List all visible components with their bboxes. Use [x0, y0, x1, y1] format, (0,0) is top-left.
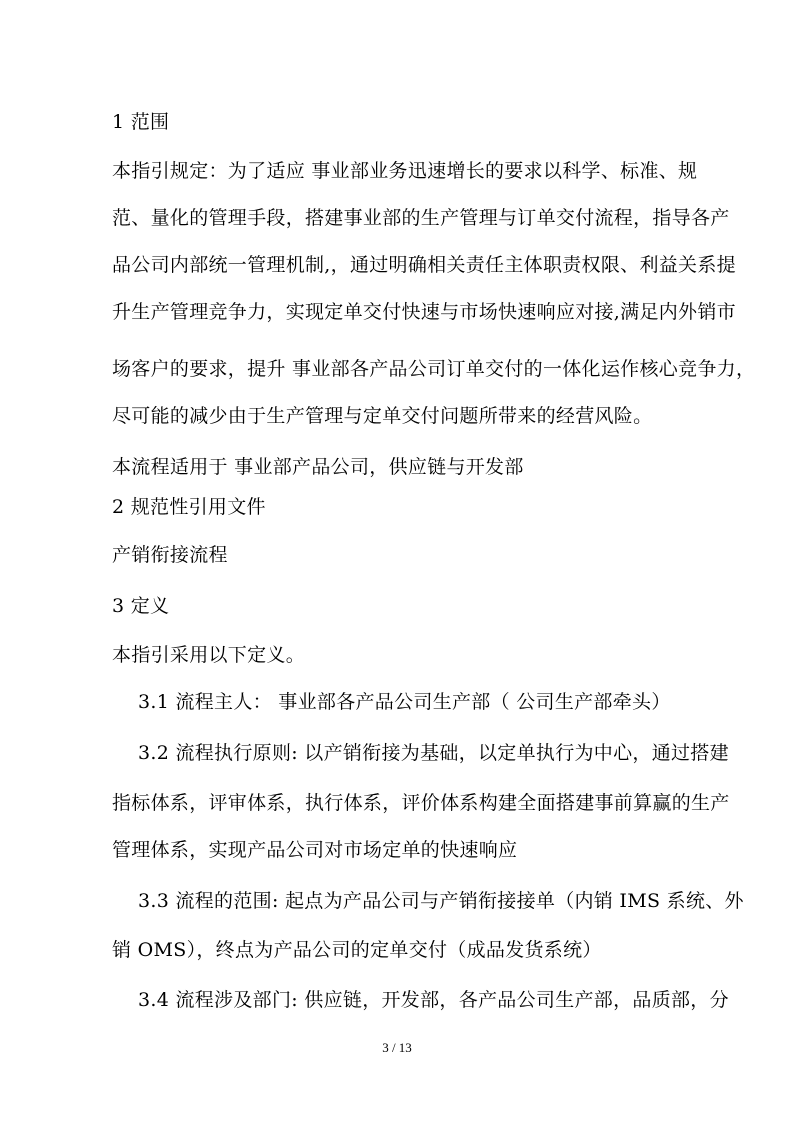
section-1-para-line-1: 本指引规定：为了适应 事业部业务迅速增长的要求以科学、标准、规 [112, 160, 698, 182]
section-1-para-line-2: 范、量化的管理手段，搭建事业部的生产管理与订单交付流程，指导各产 [112, 207, 730, 229]
section-3-intro: 本指引采用以下定义。 [112, 644, 306, 666]
page-number: 3 / 13 [382, 1040, 412, 1055]
section-2-item: 产销衔接流程 [112, 544, 228, 566]
definition-3-2-line-1: 3.2 流程执行原则: 以产销衔接为基础，以定单执行为中心，通过搭建 [138, 742, 729, 764]
definition-3-3-line-2: 销 OMS），终点为产品公司的定单交付（成品发货系统） [112, 939, 602, 961]
section-1-para-line-5: 场客户的要求，提升 事业部各产品公司订单交付的一体化运作核心竞争力， [112, 358, 756, 380]
definition-3-3-line-1: 3.3 流程的范围: 起点为产品公司与产销衔接接单（内销 IMS 系统、外 [138, 890, 744, 912]
section-3-heading: 3 定义 [112, 595, 170, 617]
definition-3-1: 3.1 流程主人： 事业部各产品公司生产部（ 公司生产部牵头） [138, 691, 671, 713]
section-1-para-line-3: 品公司内部统一管理机制,，通过明确相关责任主体职责权限、利益关系提 [112, 254, 736, 276]
section-1-para-line-6: 尽可能的减少由于生产管理与定单交付问题所带来的经营风险。 [112, 405, 653, 427]
section-1-scope: 本流程适用于 事业部产品公司，供应链与开发部 [112, 456, 524, 478]
definition-3-4-line-1: 3.4 流程涉及部门: 供应链，开发部，各产品公司生产部，品质部，分 [138, 989, 729, 1011]
section-1-para-line-4: 升生产管理竞争力，实现定单交付快速与市场快速响应对接,满足内外销市 [112, 301, 736, 323]
section-2-heading: 2 规范性引用文件 [112, 496, 266, 518]
section-1-heading: 1 范围 [112, 111, 170, 133]
definition-3-2-line-3: 管理体系，实现产品公司对市场定单的快速响应 [112, 839, 518, 861]
definition-3-2-line-2: 指标体系，评审体系，执行体系，评价体系构建全面搭建事前算赢的生产 [112, 792, 730, 814]
